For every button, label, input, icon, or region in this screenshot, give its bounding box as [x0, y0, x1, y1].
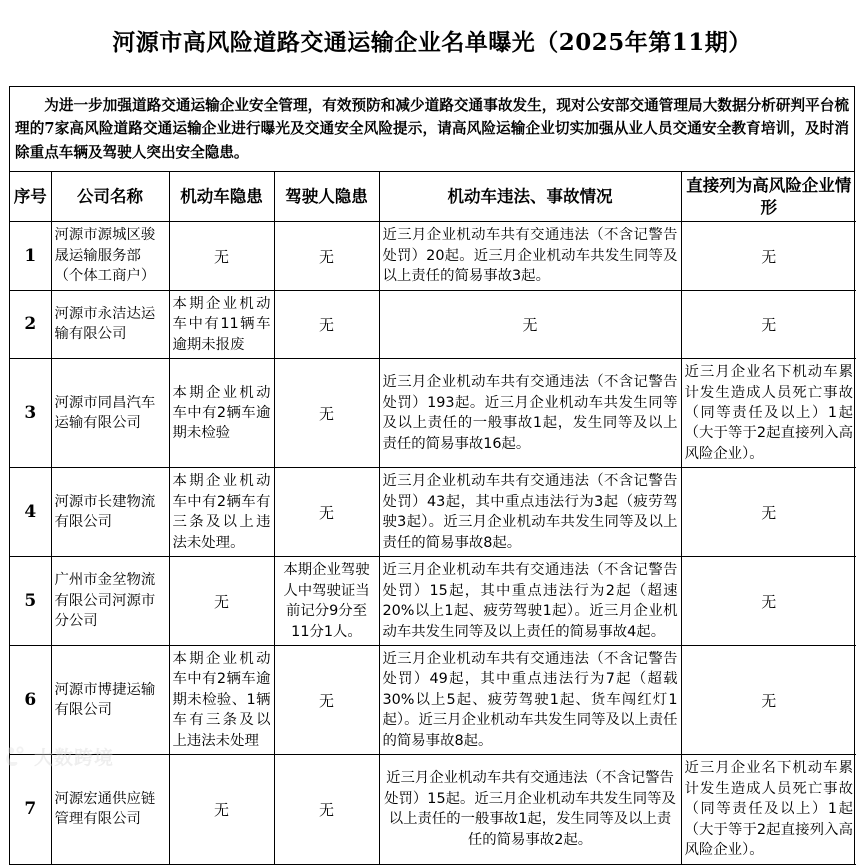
table-header-row [10, 172, 856, 221]
row-company: 河源市源城区骏晟运输服务部（个体工商户） [51, 222, 169, 290]
header-direct-high-risk: 直接列为高风险企业情形 [681, 172, 856, 221]
row-driver-hazard: 无 [274, 755, 379, 864]
row-direct-high-risk: 近三月企业名下机动车累计发生造成人员死亡事故（同等责任及以上）1起（大于等于2起直接列入高风险企业）。 [681, 359, 856, 468]
row-driver-hazard: 无 [274, 222, 379, 290]
row-index: 5 [10, 557, 51, 646]
header-company: 公司名称 [51, 172, 169, 221]
row-driver-hazard: 无 [274, 290, 379, 358]
document-page [0, 15, 864, 859]
page-title: 河源市高风险道路交通运输企业名单曝光（2025年第11期） [112, 29, 752, 57]
document-frame [9, 86, 855, 865]
table-row [10, 290, 856, 358]
row-violations: 近三月企业机动车共有交通违法（不含记警告处罚）193起。近三月企业机动车共发生同等及以上责任的一般事故1起，发生同等及以上责任的简易事故16起。 [379, 359, 681, 468]
high-risk-enterprise-table [10, 172, 856, 864]
row-driver-hazard: 无 [274, 468, 379, 557]
row-direct-high-risk: 无 [681, 468, 856, 557]
row-index: 6 [10, 645, 51, 754]
row-violations: 近三月企业机动车共有交通违法（不含记警告处罚）15起，其中重点违法行为2起（超速20%以上1起、疲劳驾驶1起）。近三月企业机动车共发生同等及以上责任的简易事故4起。 [379, 557, 681, 646]
row-driver-hazard: 本期企业驾驶人中驾驶证当前记分9分至11分1人。 [274, 557, 379, 646]
row-violations: 无 [379, 290, 681, 358]
row-company: 河源市长建物流有限公司 [51, 468, 169, 557]
row-vehicle-hazard: 本期企业机动车中有2辆车逾期未检验、1辆车有三条及以上违法未处理 [169, 645, 274, 754]
row-driver-hazard: 无 [274, 645, 379, 754]
row-vehicle-hazard: 无 [169, 222, 274, 290]
row-direct-high-risk: 近三月企业名下机动车累计发生造成人员死亡事故（同等责任及以上）1起（大于等于2起直接列入高风险企业）。 [681, 755, 856, 864]
header-driver-hazard: 驾驶人隐患 [274, 172, 379, 221]
row-index: 1 [10, 222, 51, 290]
row-company: 河源市博捷运输有限公司 [51, 645, 169, 754]
header-vehicle-hazard: 机动车隐患 [169, 172, 274, 221]
header-index: 序号 [10, 172, 51, 221]
row-vehicle-hazard: 本期企业机动车中有11辆车逾期未报废 [169, 290, 274, 358]
row-direct-high-risk: 无 [681, 222, 856, 290]
watermark-text: 大数跨境 [34, 747, 115, 770]
table-row [10, 359, 856, 468]
row-index: 2 [10, 290, 51, 358]
row-vehicle-hazard: 本期企业机动车中有2辆车逾期未检验 [169, 359, 274, 468]
row-company: 河源市同昌汽车运输有限公司 [51, 359, 169, 468]
row-violations: 近三月企业机动车共有交通违法（不含记警告处罚）43起，其中重点违法行为3起（疲劳驾驶3起）。近三月企业机动车共发生同等及以上责任的简易事故8起。 [379, 468, 681, 557]
table-row [10, 755, 856, 864]
row-vehicle-hazard: 本期企业机动车中有2辆车有三条及以上违法未处理。 [169, 468, 274, 557]
row-index: 4 [10, 468, 51, 557]
header-violations: 机动车违法、事故情况 [379, 172, 681, 221]
row-vehicle-hazard: 无 [169, 755, 274, 864]
row-company: 广州市金坌物流有限公司河源市分公司 [51, 557, 169, 646]
row-vehicle-hazard: 无 [169, 557, 274, 646]
row-direct-high-risk: 无 [681, 290, 856, 358]
row-direct-high-risk: 无 [681, 645, 856, 754]
row-company: 河源市永洁达运输有限公司 [51, 290, 169, 358]
row-violations: 近三月企业机动车共有交通违法（不含记警告处罚）49起，其中重点违法行为7起（超载30%以上5起、疲劳驾驶1起、货车闯红灯1起）。近三月企业机动车共发生同等及以上责任的简易事故8起。 [379, 645, 681, 754]
table-row [10, 468, 856, 557]
table-row [10, 222, 856, 290]
row-driver-hazard: 无 [274, 359, 379, 468]
intro-paragraph: 为进一步加强道路交通运输企业安全管理，有效预防和减少道路交通事故发生，现对公安部交通管理局大数据分析研判平台梳理的7家高风险道路交通运输企业进行曝光及交通安全风险提示，请高风险运输企业切实加强从业人员交通安全教育培训，及时消除重点车辆及驾驶人突出安全隐患。 [10, 87, 854, 173]
table-row [10, 645, 856, 754]
row-violations: 近三月企业机动车共有交通违法（不含记警告处罚）15起。近三月企业机动车共发生同等及以上责任的一般事故1起，发生同等及以上责任的简易事故2起。 [379, 755, 681, 864]
table-row [10, 557, 856, 646]
row-index: 3 [10, 359, 51, 468]
row-index: 7 [10, 755, 51, 864]
row-company: 河源宏通供应链管理有限公司 [51, 755, 169, 864]
row-violations: 近三月企业机动车共有交通违法（不含记警告处罚）20起。近三月企业机动车共发生同等及以上责任的简易事故3起。 [379, 222, 681, 290]
row-direct-high-risk: 无 [681, 557, 856, 646]
